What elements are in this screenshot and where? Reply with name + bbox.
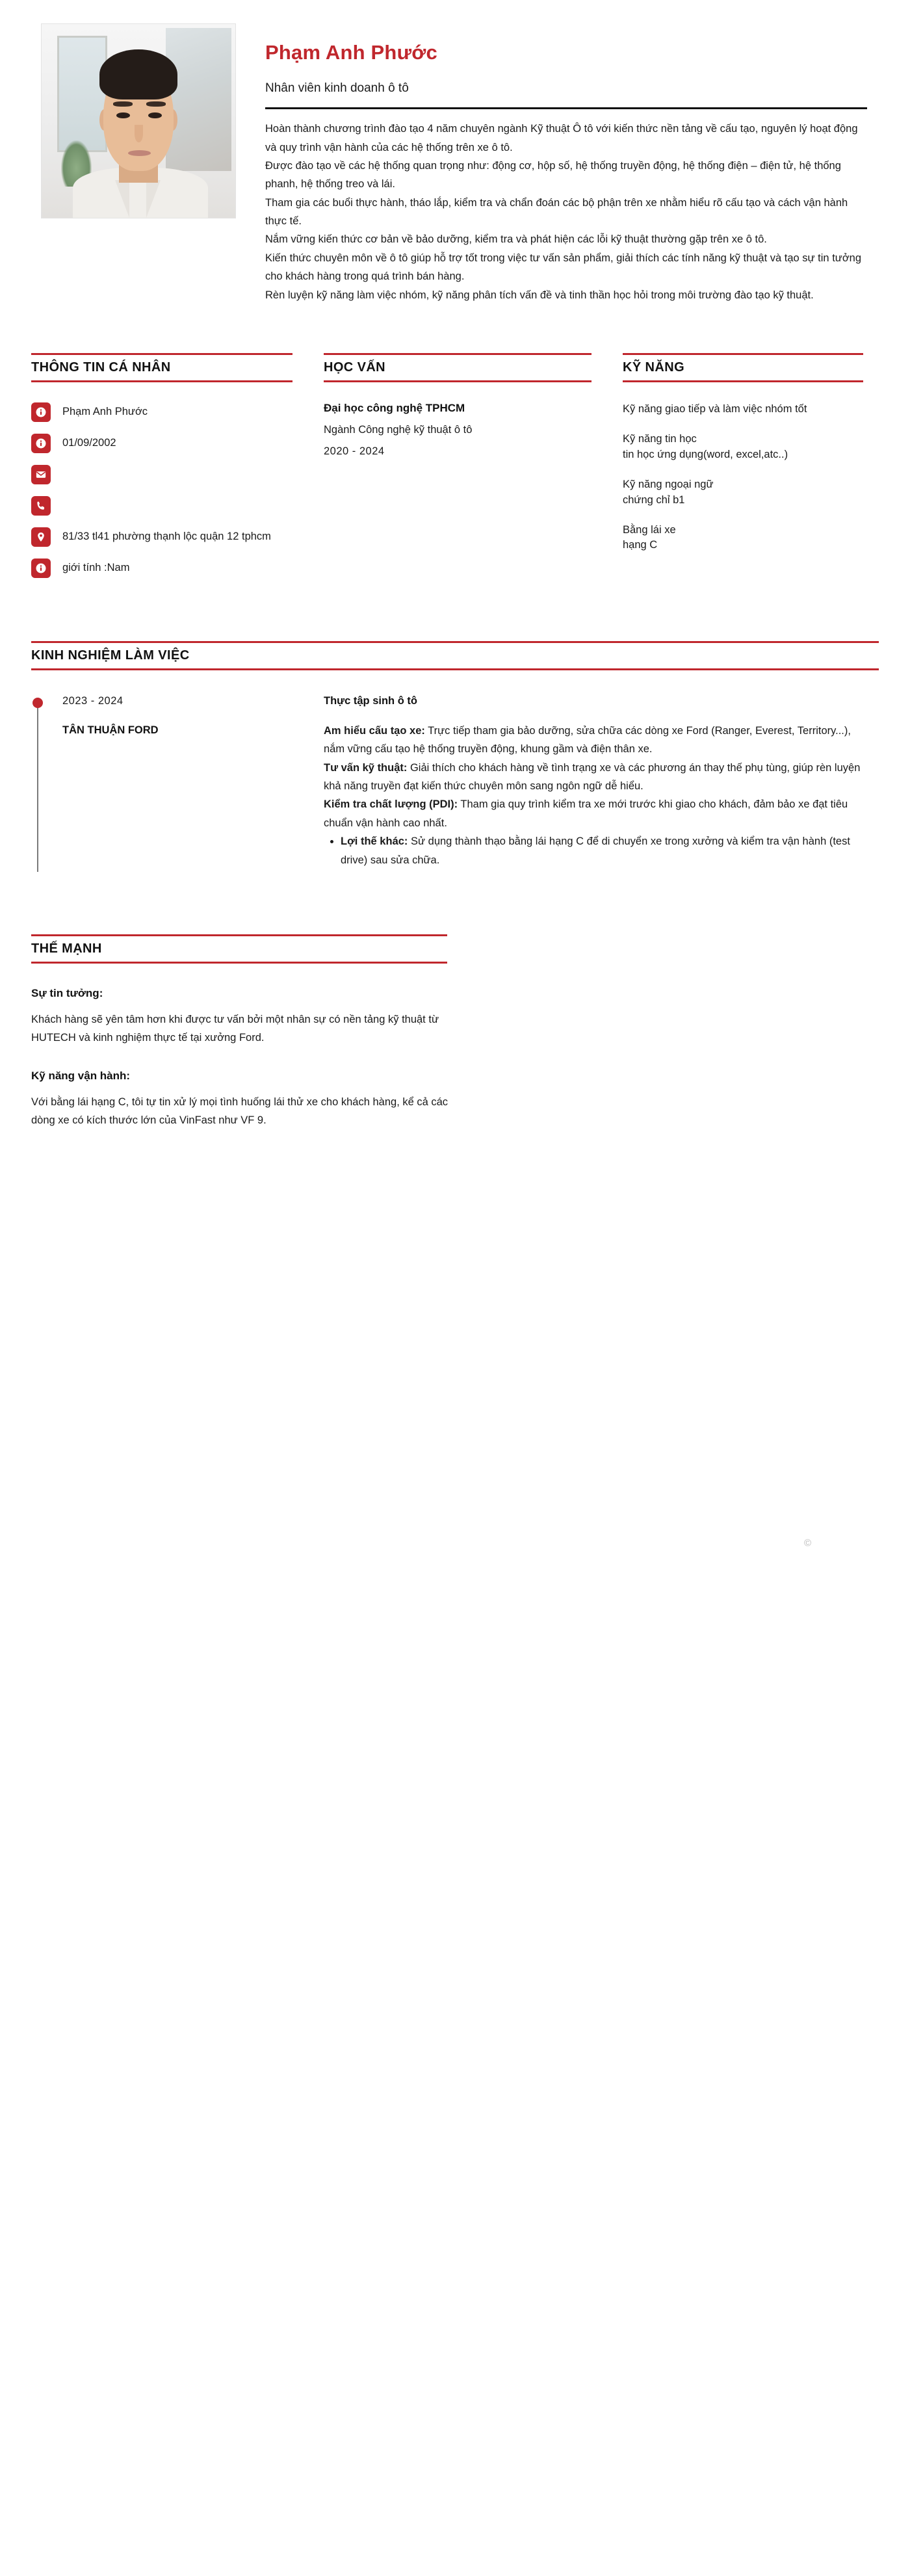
strength-item: [31, 1070, 473, 1130]
skill-item: [623, 523, 863, 554]
experience-entry: [31, 695, 879, 869]
skill-detail: tin học ứng dụng(word, excel,atc..): [623, 448, 788, 460]
candidate-name: Phạm Anh Phước: [265, 41, 437, 64]
skills-list: [623, 402, 863, 553]
section-title: THẾ MẠNH: [31, 941, 102, 956]
section-header-strengths: [31, 934, 447, 964]
strengths-section: [31, 934, 879, 1130]
experience-bullet-text: Sử dụng thành thạo bằng lái hạng C để di chuyển xe trong xưởng và kiểm tra vận hành (test drive) sau sửa chữa.: [341, 835, 850, 866]
contact-value-phone: [51, 495, 62, 498]
section-header-experience: [31, 641, 879, 670]
section-header-education: [324, 353, 592, 382]
experience-section: [31, 641, 879, 869]
summary-line: Nắm vững kiến thức cơ bản về bảo dưỡng, kiểm tra và phát hiện các lỗi kỹ thuật thường gặp trên xe ô tô.: [265, 233, 767, 246]
copyright-mark: ©: [804, 1538, 812, 1549]
education-years: 2020 - 2024: [324, 445, 385, 457]
experience-detail-label: Am hiểu cấu tạo xe:: [324, 724, 425, 737]
skill-detail: hạng C: [623, 539, 658, 551]
info-columns: [31, 353, 879, 589]
section-title: KỸ NĂNG: [623, 360, 685, 375]
summary-line: Được đào tạo về các hệ thống quan trọng như: động cơ, hộp số, hệ thống truyền động, hệ thống điện – điện tử, hệ thống phanh, hệ thống treo và lái.: [265, 159, 841, 191]
experience-detail-text: Giải thích cho khách hàng về tình trạng xe và các phương án thay thế phụ tùng, giúp rèn luyện khả năng truyền đạt kiến thức chuyên môn sang ngôn ngữ dễ hiểu.: [324, 761, 861, 793]
contact-value-email: [51, 464, 62, 467]
contact-value-birthdate: 01/09/2002: [62, 436, 116, 449]
contact-row: [31, 464, 292, 486]
experience-bullet-label: Lợi thế khác:: [341, 835, 408, 848]
skill-item: [623, 477, 863, 508]
section-title: THÔNG TIN CÁ NHÂN: [31, 360, 171, 375]
experience-detail-line: [324, 759, 863, 796]
contact-value-name: Phạm Anh Phước: [62, 405, 148, 417]
strength-text: Với bằng lái hạng C, tôi tự tin xử lý mọi tình huống lái thử xe cho khách hàng, kể cả các dòng xe có kích thước lớn của VinFast như VF 9.: [31, 1096, 448, 1127]
skill-item: [623, 432, 863, 463]
experience-timeline: [31, 695, 57, 869]
contact-value-gender: giới tính :Nam: [62, 561, 130, 573]
experience-bullet-item: [341, 832, 863, 869]
info-icon: [31, 402, 51, 422]
section-header-personal-info: [31, 353, 292, 382]
section-title: HỌC VẤN: [324, 360, 386, 375]
strength-title: Kỹ năng vận hành:: [31, 1069, 131, 1082]
profile-photo: [41, 23, 236, 218]
cv-header: [31, 0, 879, 304]
experience-role: Thực tập sinh ô tô: [324, 694, 417, 707]
summary-line: Tham gia các buổi thực hành, tháo lắp, kiểm tra và chẩn đoán các bộ phận trên xe nhằm hiểu rõ cấu tạo và cách vận hành thực tế.: [265, 196, 848, 228]
skill-item: [623, 402, 863, 417]
skill-name: Kỹ năng ngoại ngữ: [623, 478, 714, 490]
summary-line: Hoàn thành chương trình đào tạo 4 năm chuyên ngành Kỹ thuật Ô tô với kiến thức nền tảng về cấu tạo, nguyên lý hoạt động và quy trình vận hành của các hệ thống trên xe ô tô.: [265, 123, 858, 153]
summary-line: Rèn luyện kỹ năng làm việc nhóm, kỹ năng phân tích vấn đề và tinh thần học hỏi trong môi trường đào tạo kỹ thuật.: [265, 289, 814, 301]
experience-detail-line: [324, 795, 863, 832]
experience-detail-line: [324, 722, 863, 759]
info-icon: [31, 559, 51, 578]
skills-column: [623, 353, 879, 589]
skill-name: Bằng lái xe: [623, 523, 676, 536]
summary-line: Kiến thức chuyên môn về ô tô giúp hỗ trợ tốt trong việc tư vấn sản phẩm, giải thích các tính năng kỹ thuật và tạo sự tin tưởng cho khách hàng trong quá trình bán hàng.: [265, 252, 861, 283]
education-entry: [324, 402, 592, 458]
contact-value-address: 81/33 tl41 phường thạnh lộc quận 12 tphcm: [62, 530, 271, 542]
contact-row: [31, 433, 292, 455]
strength-item: [31, 987, 473, 1047]
header-divider: [265, 107, 867, 109]
experience-detail-label: Tư vấn kỹ thuật:: [324, 761, 408, 774]
contact-list: [31, 402, 292, 580]
personal-info-column: [31, 353, 324, 589]
timeline-dot-icon: [32, 698, 43, 708]
education-major: Ngành Công nghệ kỹ thuật ô tô: [324, 423, 473, 436]
location-icon: [31, 527, 51, 547]
experience-company: TÂN THUẬN FORD: [62, 724, 159, 736]
candidate-job-title: Nhân viên kinh doanh ô tô: [265, 81, 409, 96]
header-text-block: [246, 18, 879, 304]
experience-bullet-list: [324, 832, 863, 869]
contact-row: [31, 527, 292, 549]
phone-icon: [31, 496, 51, 516]
skill-name: Kỹ năng giao tiếp và làm việc nhóm tốt: [623, 402, 807, 415]
section-title: KINH NGHIỆM LÀM VIỆC: [31, 648, 190, 663]
experience-details: [324, 695, 879, 869]
skill-detail: chứng chỉ b1: [623, 493, 685, 506]
contact-row: [31, 558, 292, 580]
contact-row: [31, 402, 292, 424]
strength-title: Sự tin tưởng:: [31, 986, 103, 999]
skill-name: Kỹ năng tin học: [623, 432, 697, 445]
profile-summary: [265, 120, 867, 304]
envelope-icon: [31, 465, 51, 484]
experience-detail-text: Trực tiếp tham gia bảo dưỡng, sửa chữa các dòng xe Ford (Ranger, Everest, Territory...), nắm vững cấu tạo hệ thống truyền động, khung gầm và điện thân xe.: [324, 724, 851, 756]
strengths-list: [31, 987, 473, 1130]
timeline-line: [37, 705, 38, 872]
photo-frame: [31, 18, 246, 218]
section-header-skills: [623, 353, 863, 382]
info-icon: [31, 434, 51, 453]
education-school: Đại học công nghệ TPHCM: [324, 401, 465, 414]
experience-years: 2023 - 2024: [62, 694, 124, 707]
education-column: [324, 353, 623, 589]
experience-detail-label: Kiểm tra chất lượng (PDI):: [324, 798, 458, 811]
experience-detail-text: Tham gia quy trình kiểm tra xe mới trước khi giao cho khách, đảm bảo xe đạt tiêu chuẩn vận hành cao nhất.: [324, 798, 848, 829]
contact-row: [31, 495, 292, 518]
experience-description: [324, 722, 863, 869]
experience-meta: [57, 695, 324, 869]
strength-text: Khách hàng sẽ yên tâm hơn khi được tư vấn bởi một nhân sự có nền tảng kỹ thuật từ HUTECH và kinh nghiệm thực tế tại xưởng Ford.: [31, 1013, 439, 1044]
